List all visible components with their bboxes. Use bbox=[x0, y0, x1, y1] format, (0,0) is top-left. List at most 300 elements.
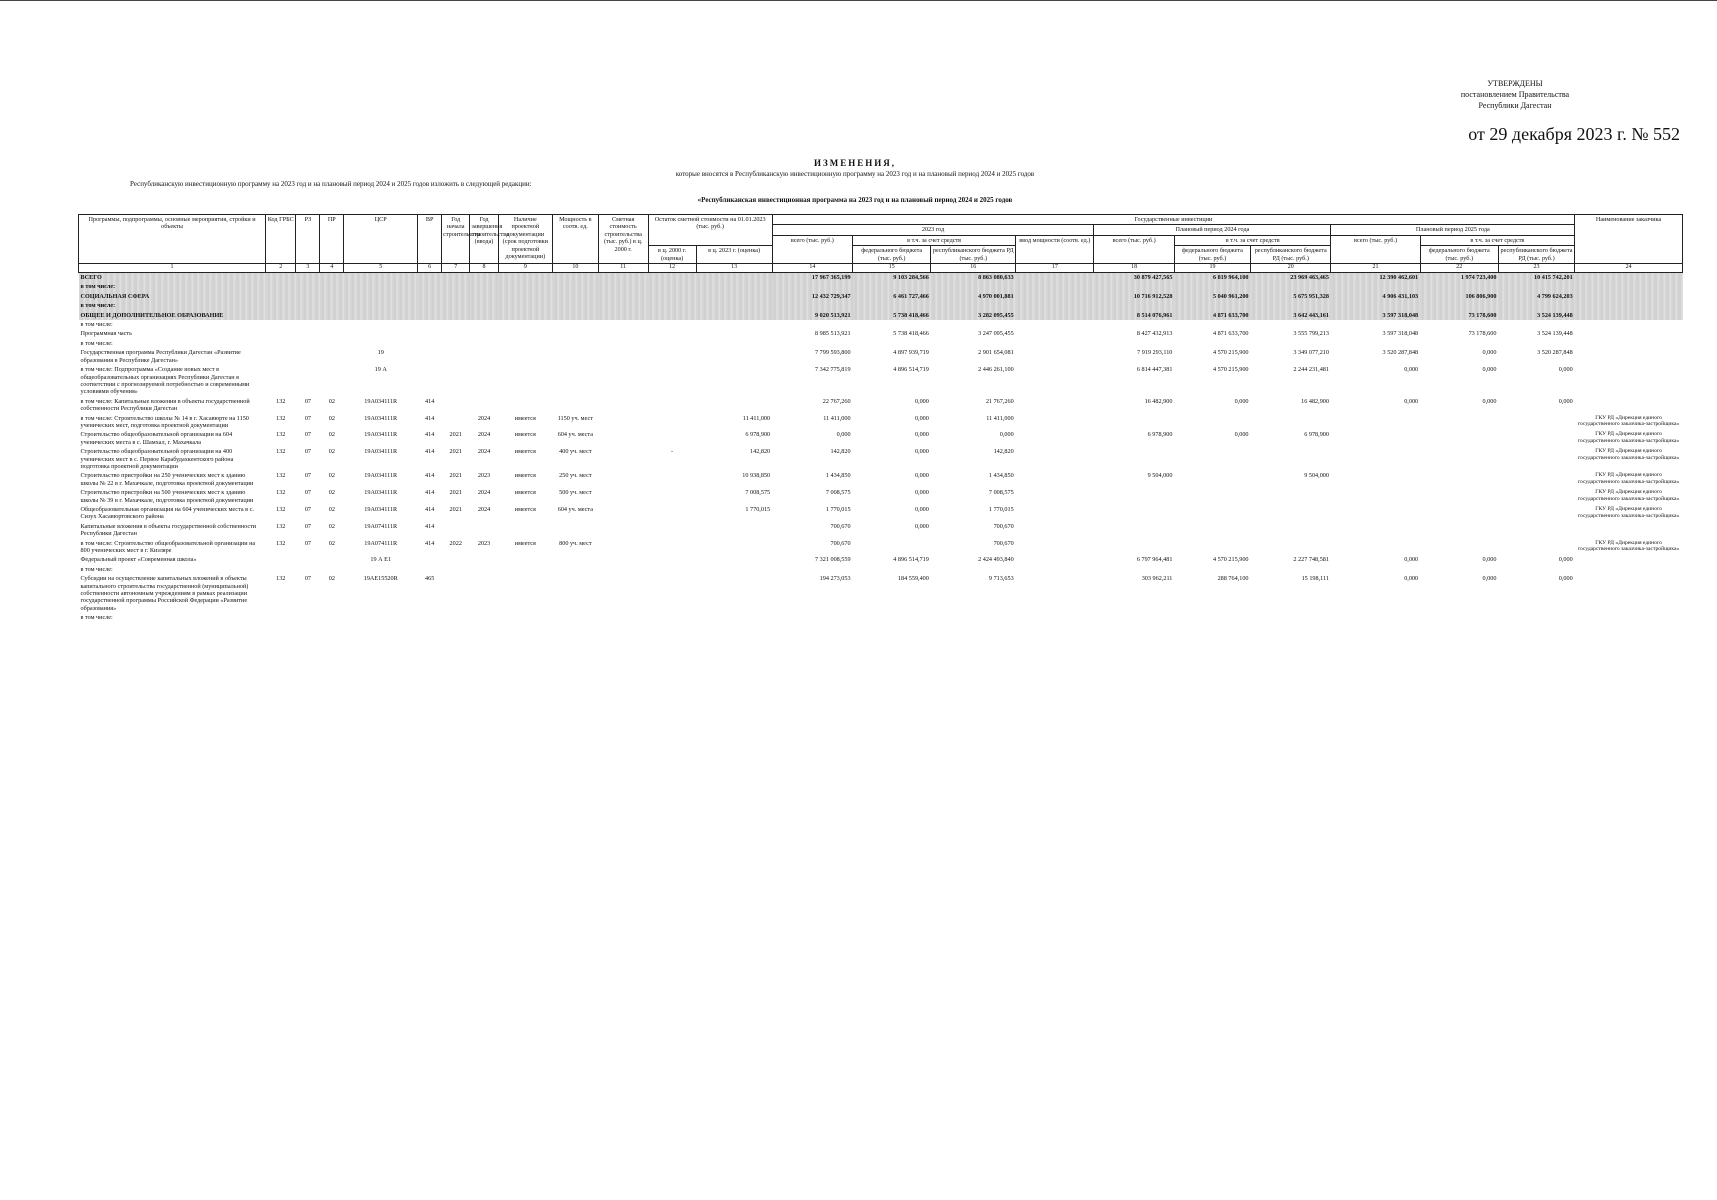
column-number: 24 bbox=[1575, 264, 1683, 273]
cell-rz bbox=[296, 329, 320, 338]
cell-t24: 30 879 427,565 bbox=[1094, 273, 1174, 283]
cell-start: 2021 bbox=[449, 431, 462, 439]
cell-csr bbox=[344, 329, 418, 338]
cell-pr bbox=[320, 339, 344, 348]
cell-t23: 7 342 775,819 bbox=[815, 366, 851, 374]
cell-docs: имеется bbox=[514, 506, 536, 513]
cell-t23: 12 432 729,347 bbox=[772, 292, 852, 301]
cell-vr bbox=[418, 365, 442, 397]
cell-t25 bbox=[1331, 522, 1420, 539]
cell-grbs bbox=[266, 292, 296, 301]
cell-t25: 3 597 318,048 bbox=[1331, 311, 1420, 320]
cell-name: в том числе: bbox=[79, 301, 266, 310]
cell-name: Общеобразовательная организация на 604 ученических места в с. Сизух Хасавюртовского района bbox=[80, 506, 254, 521]
cell-rem23 bbox=[696, 329, 772, 338]
cell-r23: 1 770,015 bbox=[988, 506, 1014, 513]
cell-cost bbox=[598, 320, 648, 329]
cell-start bbox=[442, 574, 470, 613]
cell-start: 2022 bbox=[449, 539, 462, 547]
cell-r23: 7 008,575 bbox=[988, 489, 1014, 497]
cell-f23: 4 896 514,719 bbox=[893, 556, 929, 564]
cell-t24: 10 716 912,528 bbox=[1094, 292, 1174, 301]
cell-grbs: 132 bbox=[276, 506, 286, 513]
table-row bbox=[79, 555, 1683, 564]
cell-grbs: 132 bbox=[276, 431, 286, 439]
cell-t23: 700,670 bbox=[830, 522, 851, 530]
cell-inp23 bbox=[1016, 339, 1094, 348]
cell-cust bbox=[1575, 574, 1683, 613]
cell-t24 bbox=[1094, 488, 1174, 505]
column-number: 21 bbox=[1331, 264, 1420, 273]
cell-rem23 bbox=[696, 539, 772, 556]
cell-inp23 bbox=[1016, 539, 1094, 556]
cell-csr bbox=[344, 273, 418, 283]
cell-t25 bbox=[1331, 320, 1420, 329]
cell-pr: 02 bbox=[328, 472, 335, 480]
cell-r24: 15 198,111 bbox=[1301, 575, 1329, 583]
cell-name: в том числе: Подпрограмма «Создание новых мест в общеобразовательных организациях Республики Дагестан в соответствии с прогнозируемой потребностью и современными условиями обучения» bbox=[80, 366, 250, 396]
table-row bbox=[79, 471, 1683, 488]
cell-docs: имеется bbox=[514, 431, 536, 439]
cell-rz: 07 bbox=[304, 448, 311, 456]
cell-t25 bbox=[1331, 539, 1420, 556]
cell-t24 bbox=[1094, 539, 1174, 556]
cell-inp23 bbox=[1016, 301, 1094, 310]
cell-vr bbox=[418, 329, 442, 338]
cell-rem2000 bbox=[648, 414, 696, 431]
cell-inp23 bbox=[1016, 329, 1094, 338]
cell-vr bbox=[418, 301, 442, 310]
cell-t23: 11 411,000 bbox=[823, 414, 851, 422]
cell-r23: 0,000 bbox=[999, 431, 1014, 439]
cell-end bbox=[470, 522, 498, 539]
cell-cust: ГКУ РД «Дирекция единого государственного заказчика-застройщика» bbox=[1577, 414, 1680, 428]
cell-start: 2021 bbox=[449, 472, 462, 480]
cell-docs bbox=[498, 292, 552, 301]
cell-f25 bbox=[1420, 488, 1498, 505]
cell-r25: 10 415 742,201 bbox=[1498, 273, 1574, 283]
cell-f24: 0,000 bbox=[1234, 431, 1249, 439]
cell-end: 2023 bbox=[477, 472, 491, 480]
cell-rz: 07 bbox=[304, 506, 311, 513]
cell-f25: 0,000 bbox=[1482, 556, 1497, 564]
cell-rem23 bbox=[696, 339, 772, 348]
cell-name: Государственная программа Республики Дагестан «Развитие образования в Республике Дагестан» bbox=[80, 349, 241, 364]
cell-docs: имеется bbox=[514, 414, 536, 422]
col-2024-incl: в т.ч. за счет средств bbox=[1174, 235, 1331, 245]
cell-csr bbox=[344, 282, 418, 291]
cell-start bbox=[442, 292, 470, 301]
cell-end: 2024 bbox=[477, 448, 491, 456]
col-name: Программы, подпрограммы, основные мероприятия, стройки и объекты bbox=[79, 215, 266, 264]
cell-r25: 0,000 bbox=[1558, 366, 1573, 374]
cell-r25 bbox=[1498, 282, 1574, 291]
cell-f24 bbox=[1174, 613, 1250, 622]
cell-t25: 12 390 462,601 bbox=[1331, 273, 1420, 283]
cell-cust bbox=[1575, 301, 1683, 310]
cell-rem2000 bbox=[648, 471, 696, 488]
cell-docs bbox=[498, 574, 552, 613]
cell-cust bbox=[1575, 348, 1683, 365]
decree-date: от 29 декабря 2023 г. № 552 bbox=[1468, 124, 1680, 144]
cell-r24: 23 969 463,465 bbox=[1251, 273, 1331, 283]
cell-f25: 1 974 723,400 bbox=[1420, 273, 1498, 283]
cell-pr: 02 bbox=[328, 522, 335, 530]
cell-t23: 1 434,850 bbox=[825, 472, 851, 480]
cell-name: в том числе: Капитальные вложения в объекты государственной собственности Республики Дагестан bbox=[80, 397, 250, 413]
cell-r25 bbox=[1498, 565, 1574, 574]
cell-rz bbox=[296, 273, 320, 283]
cell-vr: 414 bbox=[425, 448, 435, 456]
cell-f25: 0,000 bbox=[1482, 349, 1497, 357]
col-2023-federal: федерального бюджета (тыс. руб.) bbox=[853, 246, 931, 264]
cell-end bbox=[470, 292, 498, 301]
approved-label: УТВЕРЖДЕНЫ bbox=[1487, 79, 1543, 88]
cell-t25 bbox=[1331, 447, 1420, 471]
cell-t24 bbox=[1094, 339, 1174, 348]
cell-r24: 16 482,900 bbox=[1301, 397, 1329, 405]
cell-start bbox=[442, 339, 470, 348]
cell-grbs bbox=[266, 311, 296, 320]
cell-r23 bbox=[931, 301, 1016, 310]
cell-cust bbox=[1575, 613, 1683, 622]
cell-start bbox=[442, 555, 470, 564]
cell-rem23: 1 770,015 bbox=[745, 506, 771, 513]
cell-grbs bbox=[266, 555, 296, 564]
cell-f25: 73 178,600 bbox=[1468, 330, 1497, 338]
cell-f24: 0,000 bbox=[1234, 397, 1249, 405]
cell-rem23 bbox=[696, 273, 772, 283]
cell-end bbox=[470, 339, 498, 348]
document-title: ИЗМЕНЕНИЯ, bbox=[813, 158, 896, 168]
cell-f24 bbox=[1174, 505, 1250, 522]
cell-name: в том числе: bbox=[80, 565, 113, 573]
document-subtitle: которые вносятся в Республиканскую инвестиционную программу на 2023 год и на плановый период 2024 и 2025 годов bbox=[675, 170, 1035, 178]
cell-r24 bbox=[1251, 505, 1331, 522]
cell-t23 bbox=[772, 565, 852, 574]
cell-inp23 bbox=[1016, 613, 1094, 622]
cell-t24 bbox=[1094, 565, 1174, 574]
cell-pr bbox=[320, 311, 344, 320]
cell-cost bbox=[598, 329, 648, 338]
column-number: 4 bbox=[320, 264, 344, 273]
column-number-row bbox=[79, 264, 1683, 273]
col-remain-2023: в ц. 2023 г. (оценка) bbox=[696, 246, 772, 264]
cell-r25 bbox=[1498, 414, 1574, 431]
cell-inp23 bbox=[1016, 574, 1094, 613]
cell-inp23 bbox=[1016, 488, 1094, 505]
cell-cost bbox=[598, 397, 648, 414]
cell-cust: ГКУ РД «Дирекция единого государственного заказчика-застройщика» bbox=[1577, 489, 1680, 502]
cell-r25 bbox=[1498, 539, 1574, 556]
cell-name: ВСЕГО bbox=[79, 273, 266, 283]
col-rz: РЗ bbox=[296, 215, 320, 264]
cell-r25: 3 520 287,848 bbox=[1537, 349, 1573, 357]
cell-f23: 0,000 bbox=[914, 472, 929, 480]
cell-rem2000 bbox=[648, 320, 696, 329]
cell-r24: 3 642 443,161 bbox=[1251, 311, 1331, 320]
table-row bbox=[79, 574, 1683, 613]
header-row-1 bbox=[79, 215, 1683, 225]
cell-vr bbox=[418, 292, 442, 301]
cell-start bbox=[442, 273, 470, 283]
table-row bbox=[79, 311, 1683, 320]
cell-csr: 19А074111R bbox=[364, 522, 398, 530]
cell-csr: 19А034111R bbox=[364, 397, 398, 405]
cell-cust bbox=[1575, 311, 1683, 320]
cell-grbs: 132 bbox=[276, 539, 286, 547]
cell-csr bbox=[344, 565, 418, 574]
cell-f25 bbox=[1420, 505, 1498, 522]
cell-csr bbox=[344, 292, 418, 301]
cell-t24 bbox=[1094, 320, 1174, 329]
cell-csr bbox=[344, 320, 418, 329]
col-start: Год начала строительства bbox=[442, 215, 470, 264]
cell-name: Федеральный проект «Современная школа» bbox=[80, 556, 197, 564]
cell-f24 bbox=[1174, 339, 1250, 348]
cell-cost bbox=[598, 522, 648, 539]
cell-end bbox=[470, 574, 498, 613]
cell-docs bbox=[498, 339, 552, 348]
cell-r23: 2 901 654,081 bbox=[978, 349, 1014, 357]
cell-docs: имеется bbox=[514, 472, 536, 480]
cell-rem2000 bbox=[648, 311, 696, 320]
cell-f24: 4 570 215,900 bbox=[1212, 349, 1249, 357]
cell-name: в том числе: Строительство общеобразовательной организации на 800 ученических мест в г. Кизляре bbox=[80, 539, 256, 555]
top-rule bbox=[0, 0, 1717, 1]
cell-t23: 194 273,053 bbox=[819, 575, 851, 583]
cell-f25 bbox=[1420, 565, 1498, 574]
table-row bbox=[79, 348, 1683, 365]
cell-t23 bbox=[772, 613, 852, 622]
table-row bbox=[79, 414, 1683, 431]
col-2024: Плановый период 2024 года bbox=[1094, 225, 1331, 235]
cell-start bbox=[442, 565, 470, 574]
cell-t24: 7 919 293,110 bbox=[1137, 349, 1173, 357]
cell-t23 bbox=[772, 301, 852, 310]
table-body bbox=[79, 273, 1683, 623]
table-row bbox=[79, 339, 1683, 348]
cell-r24 bbox=[1251, 339, 1331, 348]
cell-cap bbox=[553, 273, 599, 283]
cell-start bbox=[442, 301, 470, 310]
cell-name: Капитальные вложения в объекты государственной собственности Республики Дагестан bbox=[80, 522, 257, 538]
col-capacity: Мощность в соотв. ед. bbox=[553, 215, 599, 264]
cell-cust bbox=[1575, 565, 1683, 574]
investment-table bbox=[78, 214, 1683, 623]
cell-csr: 19А034111R bbox=[364, 506, 398, 513]
cell-f24 bbox=[1174, 301, 1250, 310]
cell-f25: 0,000 bbox=[1482, 575, 1497, 583]
cell-f24 bbox=[1174, 471, 1250, 488]
cell-end bbox=[470, 565, 498, 574]
table-row bbox=[79, 522, 1683, 539]
cell-start bbox=[442, 365, 470, 397]
cell-r25 bbox=[1498, 320, 1574, 329]
col-end: Год завершения строительства (ввода) bbox=[470, 215, 498, 264]
cell-rem23 bbox=[696, 555, 772, 564]
cell-grbs: 132 bbox=[276, 472, 286, 480]
cell-inp23 bbox=[1016, 320, 1094, 329]
table-row bbox=[79, 539, 1683, 556]
cell-t25: 0,000 bbox=[1404, 556, 1419, 564]
cell-name: Субсидии на осуществление капитальных вложений в объекты капитального строительства государственной (муниципальной) собственности автономным учреждениям в рамках реализации государственной программы Российской Федерации «Развитие образования» bbox=[80, 575, 249, 612]
col-customer: Наименование заказчика bbox=[1575, 215, 1683, 264]
cell-cost bbox=[598, 539, 648, 556]
cell-t23: 9 020 513,921 bbox=[772, 311, 852, 320]
cell-cost bbox=[598, 365, 648, 397]
cell-rem2000 bbox=[648, 282, 696, 291]
column-number: 22 bbox=[1420, 264, 1498, 273]
cell-r24: 3 349 077,210 bbox=[1293, 349, 1329, 357]
cell-rem2000 bbox=[648, 430, 696, 447]
cell-r25 bbox=[1498, 488, 1574, 505]
col-grbs: Код ГРБС bbox=[266, 215, 296, 264]
cell-f24: 4 871 633,700 bbox=[1212, 330, 1249, 338]
cell-r25: 0,000 bbox=[1558, 575, 1573, 583]
cell-t24 bbox=[1094, 447, 1174, 471]
cell-name: Строительство общеобразовательной организации на 604 ученических места в с. Шамхал, г. Махачкала bbox=[80, 431, 233, 446]
cell-name: СОЦИАЛЬНАЯ СФЕРА bbox=[79, 292, 266, 301]
col-2023-incl: в т.ч. за счет средств bbox=[853, 235, 1016, 245]
cell-name: Строительство пристройки на 250 ученических мест к зданию школы № 22 в г. Махачкале, подготовка проектной документации bbox=[80, 472, 254, 487]
cell-f23: 0,000 bbox=[914, 448, 929, 456]
cell-f23: 0,000 bbox=[914, 489, 929, 497]
cell-pr bbox=[320, 292, 344, 301]
cell-cap bbox=[553, 311, 599, 320]
cell-start bbox=[442, 329, 470, 338]
cell-inp23 bbox=[1016, 447, 1094, 471]
cell-rem2000 bbox=[648, 522, 696, 539]
cell-cap bbox=[553, 282, 599, 291]
table-row bbox=[79, 320, 1683, 329]
cell-f25: 0,000 bbox=[1482, 397, 1497, 405]
col-2025-incl: в т.ч. за счет средств bbox=[1420, 235, 1575, 245]
cell-inp23 bbox=[1016, 348, 1094, 365]
cell-rem23 bbox=[696, 311, 772, 320]
cell-t23: 7 799 593,800 bbox=[815, 349, 851, 357]
cell-t24 bbox=[1094, 505, 1174, 522]
cell-f25 bbox=[1420, 282, 1498, 291]
cell-vr bbox=[418, 555, 442, 564]
cell-t24 bbox=[1094, 301, 1174, 310]
column-number: 8 bbox=[470, 264, 498, 273]
cell-pr bbox=[320, 320, 344, 329]
cell-cap: 1150 уч. мест bbox=[557, 414, 593, 422]
cell-t24 bbox=[1094, 414, 1174, 431]
cell-r23: 3 247 095,455 bbox=[978, 330, 1014, 338]
column-number: 10 bbox=[553, 264, 599, 273]
cell-r25 bbox=[1498, 447, 1574, 471]
cell-f24: 4 570 215,900 bbox=[1212, 556, 1249, 564]
cell-rem2000 bbox=[648, 613, 696, 622]
cell-r23: 8 863 080,633 bbox=[931, 273, 1016, 283]
cell-t24: 16 482,900 bbox=[1144, 397, 1173, 405]
cell-cap bbox=[553, 329, 599, 338]
approval-stamp bbox=[1400, 78, 1630, 111]
cell-csr bbox=[344, 613, 418, 622]
cell-start bbox=[442, 282, 470, 291]
cell-vr bbox=[418, 339, 442, 348]
cell-t23 bbox=[772, 320, 852, 329]
cell-cap bbox=[553, 574, 599, 613]
cell-f24: 6 819 964,100 bbox=[1174, 273, 1250, 283]
cell-f23 bbox=[853, 301, 931, 310]
cell-grbs: 132 bbox=[276, 575, 286, 583]
cell-docs: имеется bbox=[514, 448, 536, 456]
cell-end bbox=[470, 320, 498, 329]
cell-rz: 07 bbox=[304, 472, 311, 480]
column-number: 7 bbox=[442, 264, 470, 273]
cell-t25 bbox=[1331, 505, 1420, 522]
cell-cust: ГКУ РД «Дирекция единого государственного заказчика-застройщика» bbox=[1577, 448, 1680, 461]
cell-name: в том числе: bbox=[80, 339, 113, 347]
cell-r23: 4 970 001,881 bbox=[931, 292, 1016, 301]
cell-f25: 106 806,900 bbox=[1420, 292, 1498, 301]
cell-vr bbox=[418, 311, 442, 320]
cell-end bbox=[470, 301, 498, 310]
col-2023-republic: республиканского бюджета РД (тыс. руб.) bbox=[931, 246, 1016, 264]
cell-docs bbox=[498, 320, 552, 329]
cell-grbs: 132 bbox=[276, 448, 286, 456]
cell-csr: 19А074111R bbox=[364, 539, 398, 547]
cell-cost bbox=[598, 301, 648, 310]
cell-r23: 700,670 bbox=[993, 522, 1014, 530]
cell-rz: 07 bbox=[304, 539, 311, 547]
cell-grbs bbox=[266, 348, 296, 365]
cell-rem23 bbox=[696, 574, 772, 613]
cell-f25: 73 178,600 bbox=[1420, 311, 1498, 320]
cell-cust bbox=[1575, 282, 1683, 291]
cell-r23: 2 446 261,100 bbox=[978, 366, 1014, 374]
cell-cust bbox=[1575, 273, 1683, 283]
cell-rem2000 bbox=[648, 292, 696, 301]
cell-f24 bbox=[1174, 320, 1250, 329]
cell-cap bbox=[553, 365, 599, 397]
cell-t24 bbox=[1094, 613, 1174, 622]
cell-inp23 bbox=[1016, 282, 1094, 291]
col-remain-2000: в ц. 2000 г. (оценка) bbox=[648, 246, 696, 264]
cell-end: 2024 bbox=[477, 414, 491, 422]
cell-docs bbox=[498, 301, 552, 310]
cell-r24 bbox=[1251, 414, 1331, 431]
cell-rem2000 bbox=[648, 565, 696, 574]
cell-rem2000 bbox=[648, 348, 696, 365]
cell-start bbox=[442, 414, 470, 431]
cell-rem2000 bbox=[648, 574, 696, 613]
cell-cost bbox=[598, 447, 648, 471]
col-vr: ВР bbox=[418, 215, 442, 264]
cell-name: Программная часть bbox=[80, 330, 132, 338]
column-number: 9 bbox=[498, 264, 552, 273]
cell-csr bbox=[344, 301, 418, 310]
cell-rem23: 6 978,900 bbox=[745, 431, 771, 439]
cell-cust bbox=[1575, 522, 1683, 539]
cell-rem2000 bbox=[648, 365, 696, 397]
cell-pr: 02 bbox=[328, 448, 335, 456]
cell-r24 bbox=[1251, 565, 1331, 574]
cell-cost bbox=[598, 555, 648, 564]
column-number: 1 bbox=[79, 264, 266, 273]
cell-csr: 19А034111R bbox=[364, 472, 398, 480]
cell-docs bbox=[498, 282, 552, 291]
cell-docs: имеется bbox=[514, 489, 536, 497]
cell-csr: 19А034111R bbox=[364, 431, 398, 439]
cell-r25 bbox=[1498, 301, 1574, 310]
cell-r25 bbox=[1498, 339, 1574, 348]
cell-docs: имеется bbox=[514, 539, 536, 547]
cell-rem2000 bbox=[648, 397, 696, 414]
